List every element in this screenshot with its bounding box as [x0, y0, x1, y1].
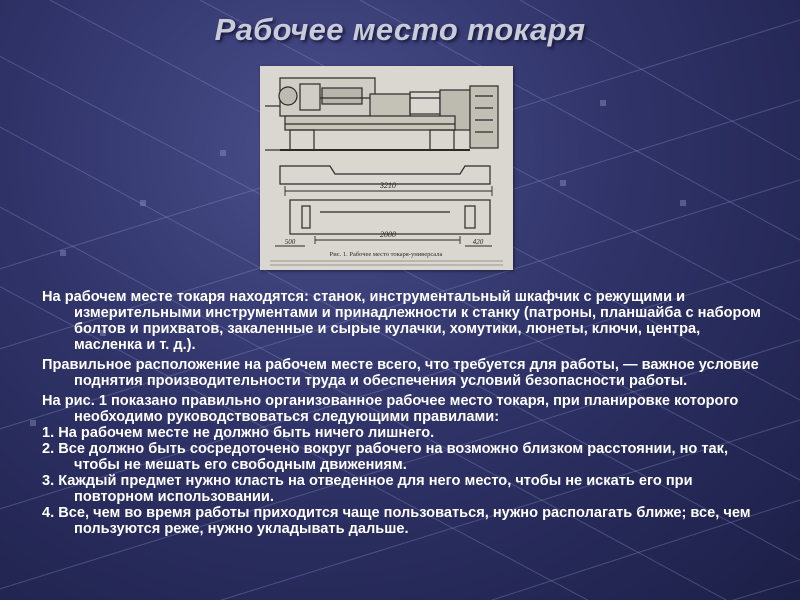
- slide-body: [42, 289, 762, 541]
- rule-item: 1. На рабочем месте не должно быть ничего лишнего.: [42, 425, 435, 441]
- lathe-workplace-drawing: [260, 66, 513, 270]
- dimension-overall: 3210: [380, 181, 396, 190]
- rules-intro: На рис. 1 показано правильно организованное рабочее место токаря, при планировке которого необходимо руководствоваться следующими правилами:: [42, 393, 739, 425]
- rule-item: 2. Все должно быть сосредоточено вокруг рабочего на возможно близком расстоянии, но так, чтобы не мешать его свободным движениям.: [42, 441, 728, 473]
- dimension-middle: 2000: [380, 230, 396, 239]
- paragraph-equipment: На рабочем месте токаря находятся: станок, инструментальный шкафчик с режущими и измерительными инструментами и принадлежности к станку (патроны, планшайба с набором болтов и прихватов, закаленные и сырые кулачки, хомутики, люнеты, ключи, центра, масленка и т. д.).: [42, 289, 761, 353]
- rule-item: 3. Каждый предмет нужно класть на отведенное для него место, чтобы не искать его при повторном использовании.: [42, 473, 693, 505]
- dimension-left: 500: [284, 238, 296, 246]
- lathe-workplace-figure: [260, 66, 513, 270]
- figure-caption: Рис. 1. Рабочее место токаря-универсала: [329, 251, 443, 258]
- dimension-right: 420: [472, 238, 484, 246]
- paragraph-rules: [42, 393, 762, 537]
- rule-item: 4. Все, чем во время работы приходится чаще пользоваться, нужно располагать ближе; все, чем пользуются реже, нужно укладывать дальше.: [42, 505, 751, 537]
- slide-title: Рабочее место токаря: [214, 12, 586, 47]
- paragraph-arrangement: Правильное расположение на рабочем месте всего, что требуется для работы, — важное условие поднятия производительности труда и обеспечения условий безопасности работы.: [42, 357, 759, 389]
